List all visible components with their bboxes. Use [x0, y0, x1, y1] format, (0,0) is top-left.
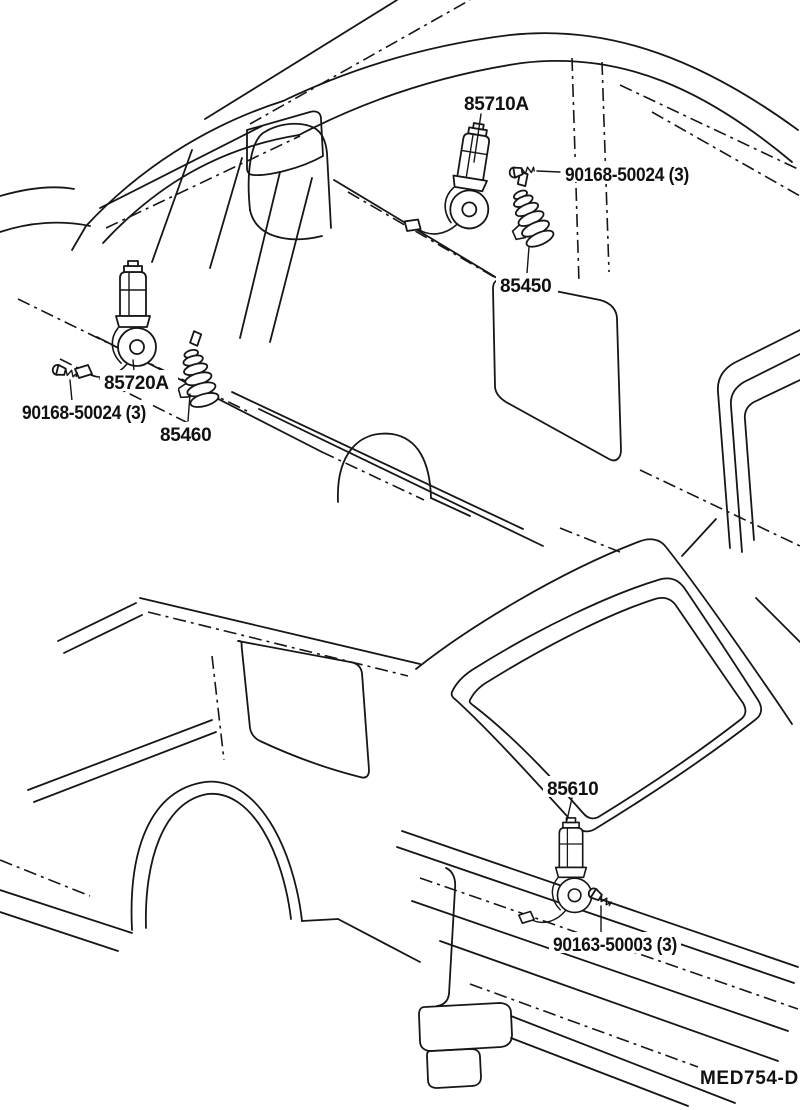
label-upper-left-screw: 90168-50024 (3)	[22, 403, 146, 424]
label-upper-left-motor: 85720A	[104, 373, 169, 394]
lock-actuator-upper-right	[492, 170, 556, 254]
lower-view-rear-quarter	[0, 519, 800, 1106]
components	[52, 115, 613, 923]
label-upper-left-actuator: 85460	[160, 425, 212, 446]
label-lower-motor: 85610	[547, 779, 599, 800]
screw-upper-left	[52, 364, 78, 380]
window-motor-upper-right	[403, 115, 501, 243]
label-lower-screw: 90163-50003 (3)	[553, 935, 677, 956]
window-motor-upper-left	[75, 261, 156, 378]
back-door-window-motor	[519, 818, 592, 923]
label-upper-right-actuator: 85450	[500, 276, 552, 297]
label-upper-right-motor: 85710A	[464, 94, 529, 115]
figure-code: MED754-D	[700, 1068, 799, 1089]
label-upper-right-screw: 90168-50024 (3)	[565, 165, 689, 186]
callout-labels	[18, 92, 799, 1089]
screw-back-door	[587, 887, 613, 908]
callout-leaders	[70, 114, 601, 932]
